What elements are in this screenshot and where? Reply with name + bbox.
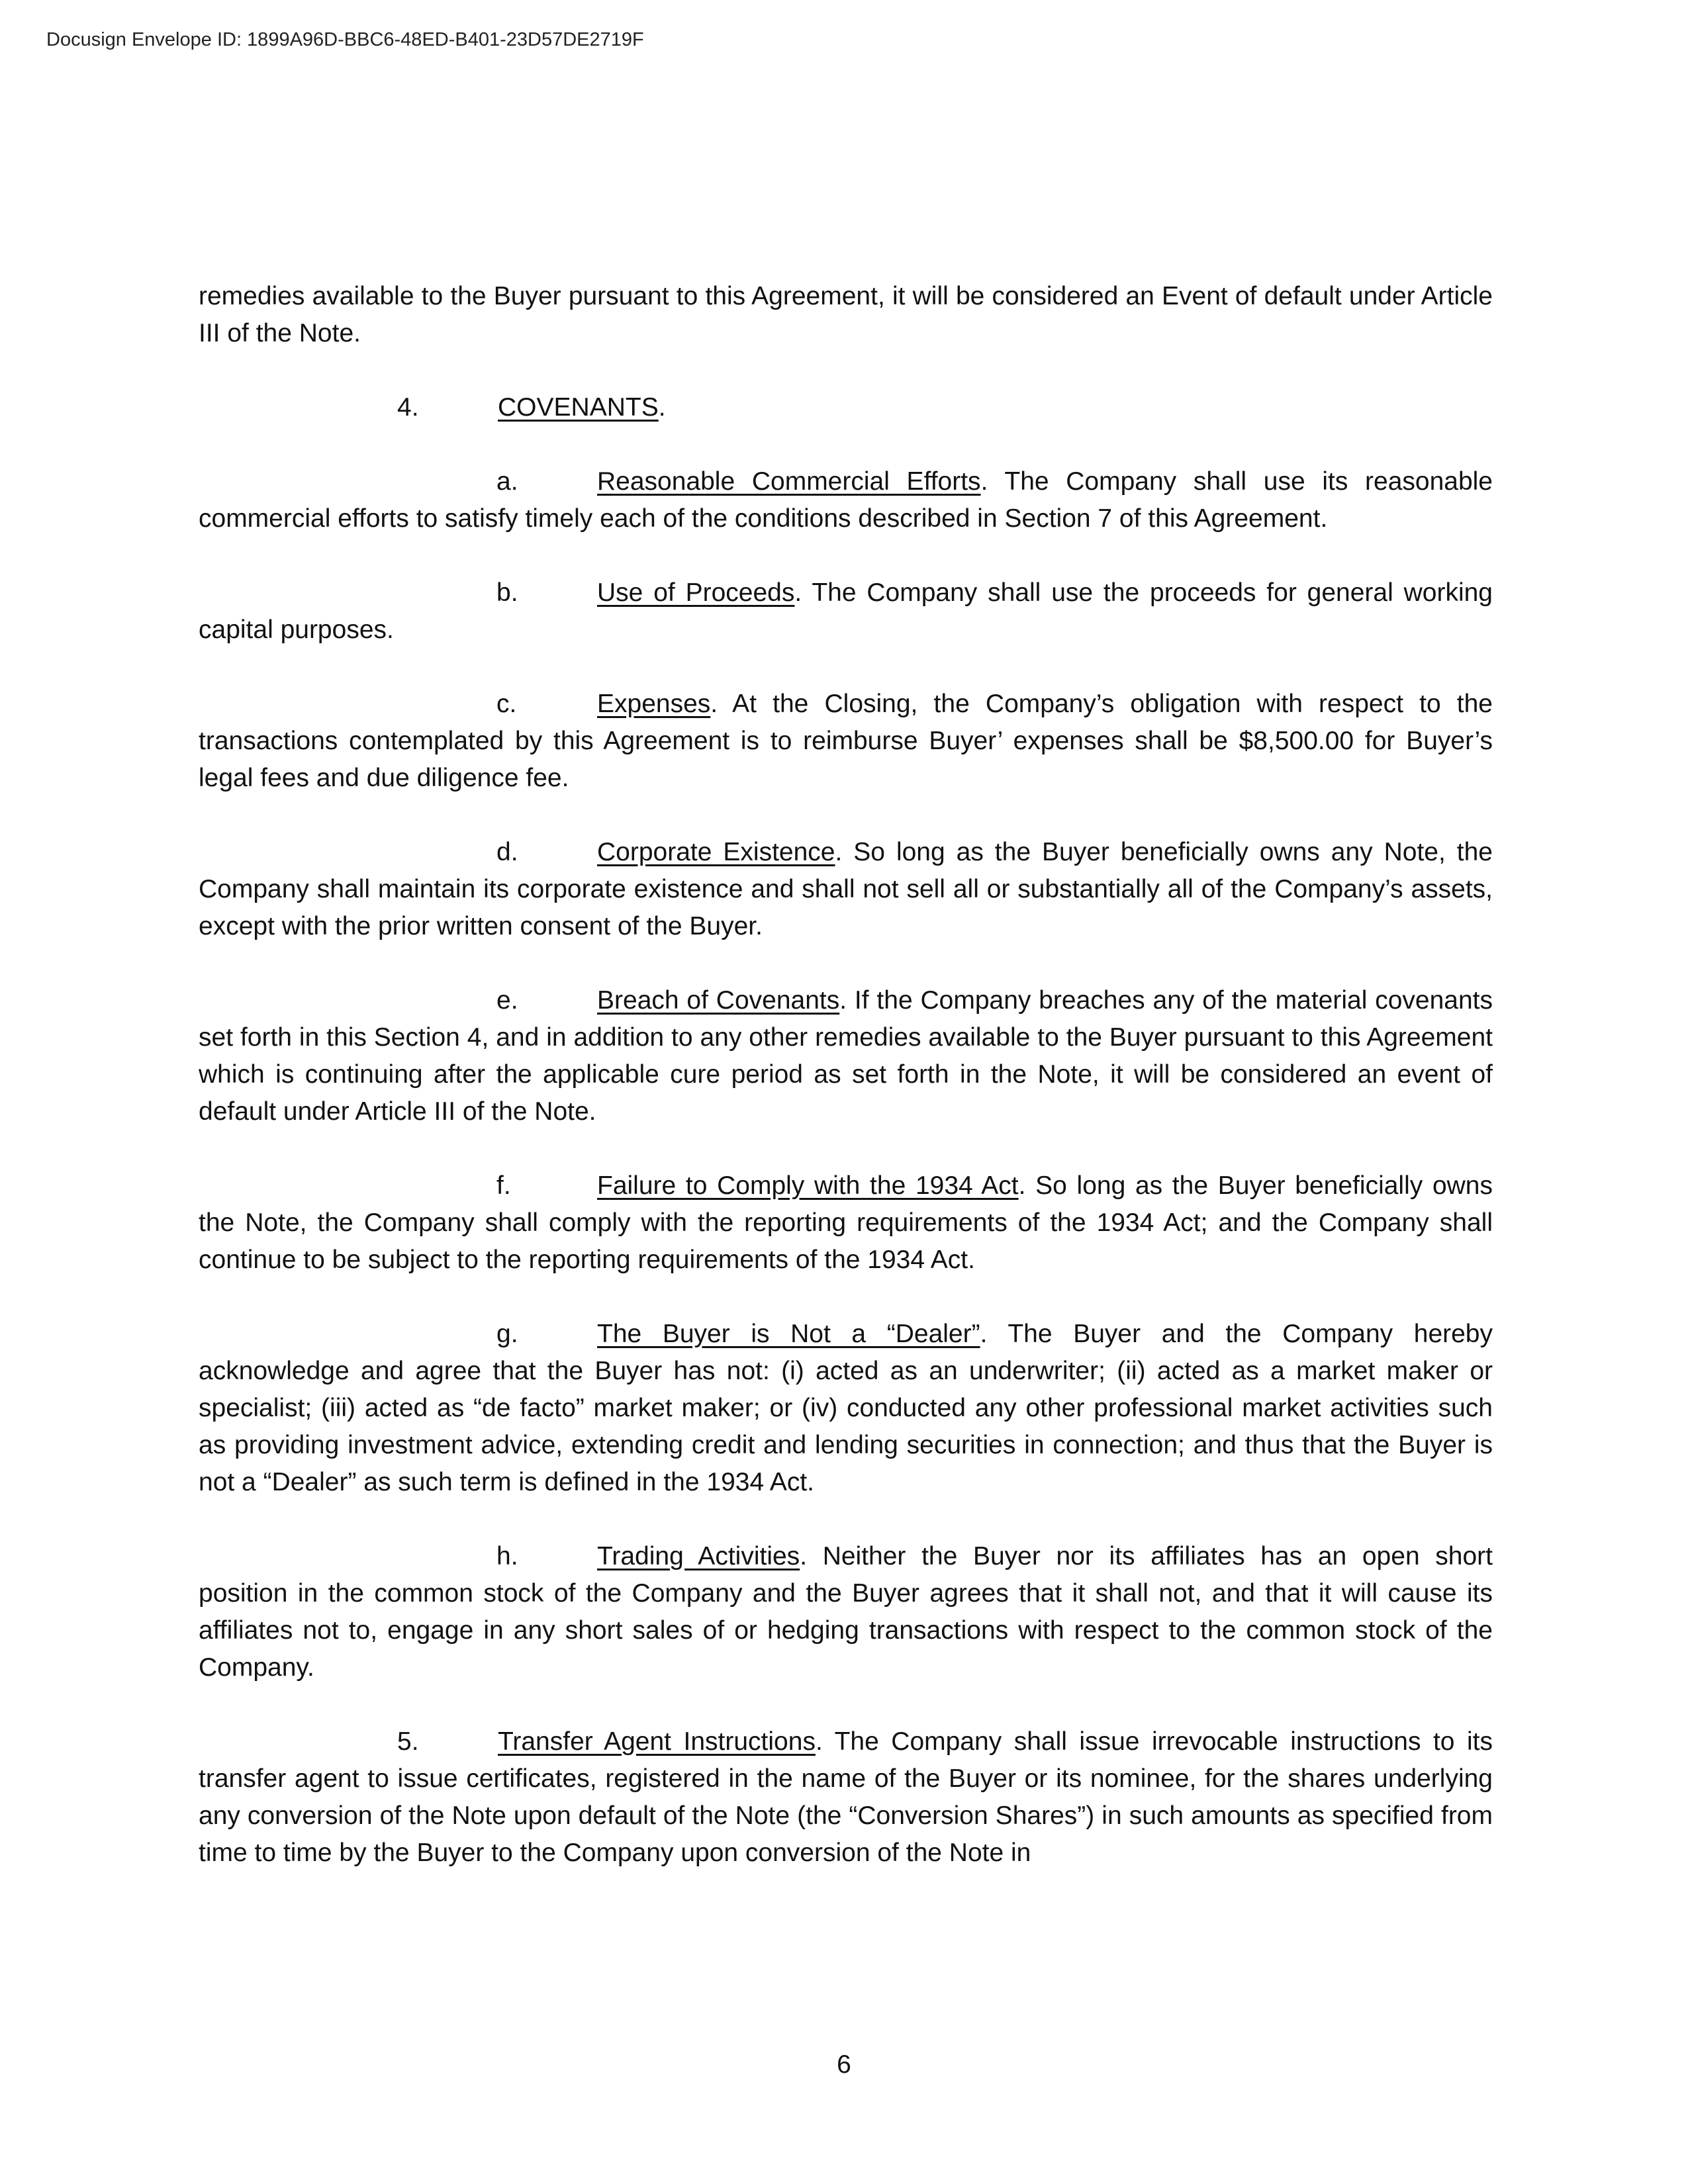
covenant-title: Expenses bbox=[597, 690, 711, 718]
covenant-g bbox=[199, 1316, 1493, 1501]
covenant-a bbox=[199, 463, 1493, 537]
covenant-letter: c. bbox=[496, 690, 517, 718]
covenant-text: . So long as the Buyer beneficially owns any Note, the Company shall maintain its corporate existence and shall not sell all or substantially all of the Company’s assets, except with the prior written consent of the Buyer. bbox=[199, 838, 1493, 940]
covenant-title: Reasonable Commercial Efforts bbox=[597, 467, 981, 496]
covenant-text: . If the Company breaches any of the material covenants set forth in this Section 4, and in addition to any other remedies available to the Buyer pursuant to this Agreement which is continuing after the applicable cure period as set forth in the Note, it will be considered an event of default under Article III of the Note. bbox=[199, 986, 1493, 1126]
covenant-title: Failure to Comply with the 1934 Act bbox=[597, 1171, 1019, 1200]
section-4-heading bbox=[199, 389, 1493, 426]
covenant-title: Breach of Covenants bbox=[597, 986, 840, 1015]
section-5 bbox=[199, 1723, 1493, 1872]
document-body bbox=[199, 278, 1493, 1872]
covenant-b bbox=[199, 574, 1493, 649]
covenant-letter: b. bbox=[496, 578, 518, 607]
covenant-letter: g. bbox=[496, 1320, 518, 1348]
section-5-text: . The Company shall issue irrevocable instructions to its transfer agent to issue certificates, registered in the name of the Buyer or its nominee, for the shares underlying any conversion of the Note upon default of the Note (the “Conversion Shares”) in such amounts as specified from time to time by the Buyer to the Company upon conversion of the Note in bbox=[199, 1727, 1493, 1867]
covenant-title: Corporate Existence bbox=[597, 838, 835, 866]
section-4-punct: . bbox=[658, 393, 666, 422]
section-4-number: 4. bbox=[397, 393, 419, 422]
covenant-text: . The Company shall use its reasonable commercial efforts to satisfy timely each of the conditions described in Section 7 of this Agreement. bbox=[199, 467, 1493, 533]
covenant-d bbox=[199, 834, 1493, 945]
covenant-title: Trading Activities bbox=[597, 1542, 800, 1570]
section-5-title: Transfer Agent Instructions bbox=[498, 1727, 816, 1756]
covenant-text: . The Buyer and the Company hereby acknowledge and agree that the Buyer has not: (i) acted as an underwriter; (ii) acted as a market maker or specialist; (iii) acted as “de facto” market maker; or (iv) conducted any other professional market activities such as providing investment advice, extending credit and lending securities in connection; and thus that the Buyer is not a “Dealer” as such term is defined in the 1934 Act. bbox=[199, 1320, 1493, 1496]
covenant-letter: a. bbox=[496, 467, 518, 496]
continuation-paragraph: remedies available to the Buyer pursuant to this Agreement, it will be considered an Event of default under Article III of the Note. bbox=[199, 282, 1493, 347]
covenant-letter: f. bbox=[496, 1171, 511, 1200]
envelope-id-header: Docusign Envelope ID: 1899A96D-BBC6-48ED-B401-23D57DE2719F bbox=[46, 29, 644, 50]
covenant-f bbox=[199, 1167, 1493, 1279]
covenant-text: . Neither the Buyer nor its affiliates has an open short position in the common stock of the Company and the Buyer agrees that it shall not, and that it will cause its affiliates not to, engage in any short sales of or hedging transactions with respect to the common stock of the Company. bbox=[199, 1542, 1493, 1682]
section-5-number: 5. bbox=[397, 1727, 419, 1756]
covenant-letter: e. bbox=[496, 986, 518, 1015]
covenant-letter: d. bbox=[496, 838, 518, 866]
section-4-title: COVENANTS bbox=[498, 393, 659, 422]
covenant-text: . So long as the Buyer beneficially owns the Note, the Company shall comply with the reporting requirements of the 1934 Act; and the Company shall continue to be subject to the reporting requirements of the 1934 Act. bbox=[199, 1171, 1493, 1274]
covenant-e bbox=[199, 982, 1493, 1130]
page-number: 6 bbox=[837, 2050, 851, 2079]
covenant-title: Use of Proceeds bbox=[597, 578, 795, 607]
covenant-title: The Buyer is Not a “Dealer” bbox=[597, 1320, 980, 1348]
covenant-text: . At the Closing, the Company’s obligation with respect to the transactions contemplated by this Agreement is to reimburse Buyer’ expenses shall be $8,500.00 for Buyer’s legal fees and due diligence fee. bbox=[199, 690, 1493, 792]
covenant-h bbox=[199, 1538, 1493, 1686]
covenant-c bbox=[199, 686, 1493, 797]
covenant-text: . The Company shall use the proceeds for general working capital purposes. bbox=[199, 578, 1493, 644]
covenant-letter: h. bbox=[496, 1542, 518, 1570]
